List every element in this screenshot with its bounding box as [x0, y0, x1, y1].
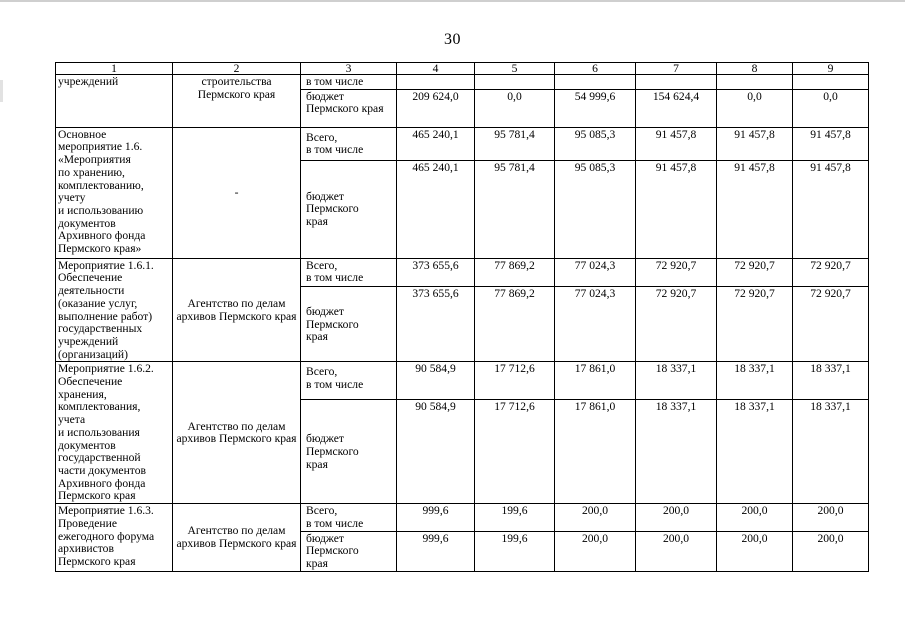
value-cell: 17 712,6 — [475, 400, 555, 504]
value-cell: 72 920,7 — [793, 258, 869, 287]
table-row — [56, 127, 869, 160]
value-cell: 72 920,7 — [636, 258, 717, 287]
funding-source-cell: бюджет Пермского края — [301, 89, 397, 127]
value-cell: 72 920,7 — [793, 287, 869, 362]
funding-source-cell: бюджет Пермского края — [301, 400, 397, 504]
value-cell: 200,0 — [555, 531, 636, 571]
value-cell: 18 337,1 — [717, 362, 793, 400]
page-number: 30 — [444, 31, 461, 48]
value-cell: 90 584,9 — [397, 362, 475, 400]
executor-cell: Агентство по делам архивов Пермского края — [173, 504, 301, 572]
value-cell: 90 584,9 — [397, 400, 475, 504]
value-cell: 95 085,3 — [555, 127, 636, 160]
funding-source-cell: Всего, в том числе — [301, 362, 397, 400]
value-cell: 77 024,3 — [555, 287, 636, 362]
column-number: 8 — [717, 63, 793, 75]
column-number: 5 — [475, 63, 555, 75]
value-cell: 209 624,0 — [397, 89, 475, 127]
funding-source-cell: Всего, в том числе — [301, 258, 397, 287]
value-cell: 373 655,6 — [397, 258, 475, 287]
value-cell: 373 655,6 — [397, 287, 475, 362]
table-row — [56, 504, 869, 531]
funding-source-cell: бюджет Пермского края — [301, 531, 397, 571]
value-cell: 72 920,7 — [717, 287, 793, 362]
activity-name-cell: Мероприятие 1.6.2. Обеспечение хранения, комплектования, учета и использования документов государственной части документов Архивного фонда Пермского края — [56, 362, 173, 504]
value-cell: 18 337,1 — [793, 400, 869, 504]
value-cell: 0,0 — [475, 89, 555, 127]
activity-name-cell: Мероприятие 1.6.1. Обеспечение деятельности (оказание услуг, выполнение работ) государственных учреждений (организаций) — [56, 258, 173, 362]
value-cell: 200,0 — [636, 531, 717, 571]
executor-cell: строительства Пермского края — [173, 75, 301, 128]
column-number-row — [56, 63, 869, 75]
column-number: 4 — [397, 63, 475, 75]
value-cell: 91 457,8 — [636, 160, 717, 258]
value-cell: 17 712,6 — [475, 362, 555, 400]
value-cell: 91 457,8 — [793, 160, 869, 258]
activity-name-cell: учреждений — [56, 75, 173, 128]
value-cell: 91 457,8 — [793, 127, 869, 160]
table-row — [56, 75, 869, 90]
funding-source-cell: Всего, в том числе — [301, 504, 397, 531]
column-number: 3 — [301, 63, 397, 75]
value-cell: 77 869,2 — [475, 287, 555, 362]
executor-cell: Агентство по делам архивов Пермского края — [173, 258, 301, 362]
funding-source-cell: Всего, в том числе — [301, 127, 397, 160]
column-number: 1 — [56, 63, 173, 75]
funding-source-cell: бюджет Пермского края — [301, 160, 397, 258]
scan-top-edge — [0, 0, 905, 2]
executor-cell: Агентство по делам архивов Пермского края — [173, 362, 301, 504]
value-cell: 77 869,2 — [475, 258, 555, 287]
value-cell: 0,0 — [793, 89, 869, 127]
value-cell: 77 024,3 — [555, 258, 636, 287]
funding-source-cell: в том числе — [301, 75, 397, 90]
value-cell: 95 781,4 — [475, 127, 555, 160]
value-cell: 18 337,1 — [717, 400, 793, 504]
value-cell: 18 337,1 — [793, 362, 869, 400]
scan-margin-mark — [0, 80, 3, 102]
value-cell: 18 337,1 — [636, 362, 717, 400]
value-cell: 72 920,7 — [636, 287, 717, 362]
value-cell: 95 085,3 — [555, 160, 636, 258]
value-cell: 200,0 — [793, 531, 869, 571]
value-cell: 95 781,4 — [475, 160, 555, 258]
value-cell: 18 337,1 — [636, 400, 717, 504]
table-row — [56, 258, 869, 287]
column-number: 7 — [636, 63, 717, 75]
activity-name-cell: Мероприятие 1.6.3. Проведение ежегодного форума архивистов Пермского края — [56, 504, 173, 572]
column-number: 9 — [793, 63, 869, 75]
value-cell: 72 920,7 — [717, 258, 793, 287]
budget-table — [55, 62, 869, 572]
value-cell: 91 457,8 — [717, 160, 793, 258]
value-cell: 999,6 — [397, 531, 475, 571]
value-cell: 199,6 — [475, 531, 555, 571]
value-cell: 200,0 — [717, 504, 793, 531]
value-cell: 91 457,8 — [717, 127, 793, 160]
column-number: 2 — [173, 63, 301, 75]
executor-cell: - — [173, 127, 301, 258]
value-cell: 200,0 — [717, 531, 793, 571]
value-cell: 0,0 — [717, 89, 793, 127]
value-cell: 91 457,8 — [636, 127, 717, 160]
value-cell: 200,0 — [636, 504, 717, 531]
value-cell: 17 861,0 — [555, 362, 636, 400]
value-cell: 199,6 — [475, 504, 555, 531]
value-cell: 154 624,4 — [636, 89, 717, 127]
funding-source-cell: бюджет Пермского края — [301, 287, 397, 362]
value-cell: 200,0 — [793, 504, 869, 531]
value-cell: 200,0 — [555, 504, 636, 531]
value-cell: 465 240,1 — [397, 127, 475, 160]
column-number: 6 — [555, 63, 636, 75]
value-cell: 999,6 — [397, 504, 475, 531]
value-cell: 465 240,1 — [397, 160, 475, 258]
activity-name-cell: Основное мероприятие 1.6. «Мероприятия по хранению, комплектованию, учету и использованию документов Архивного фонда Пермского края» — [56, 127, 173, 258]
table-row — [56, 362, 869, 400]
value-cell: 54 999,6 — [555, 89, 636, 127]
value-cell: 17 861,0 — [555, 400, 636, 504]
